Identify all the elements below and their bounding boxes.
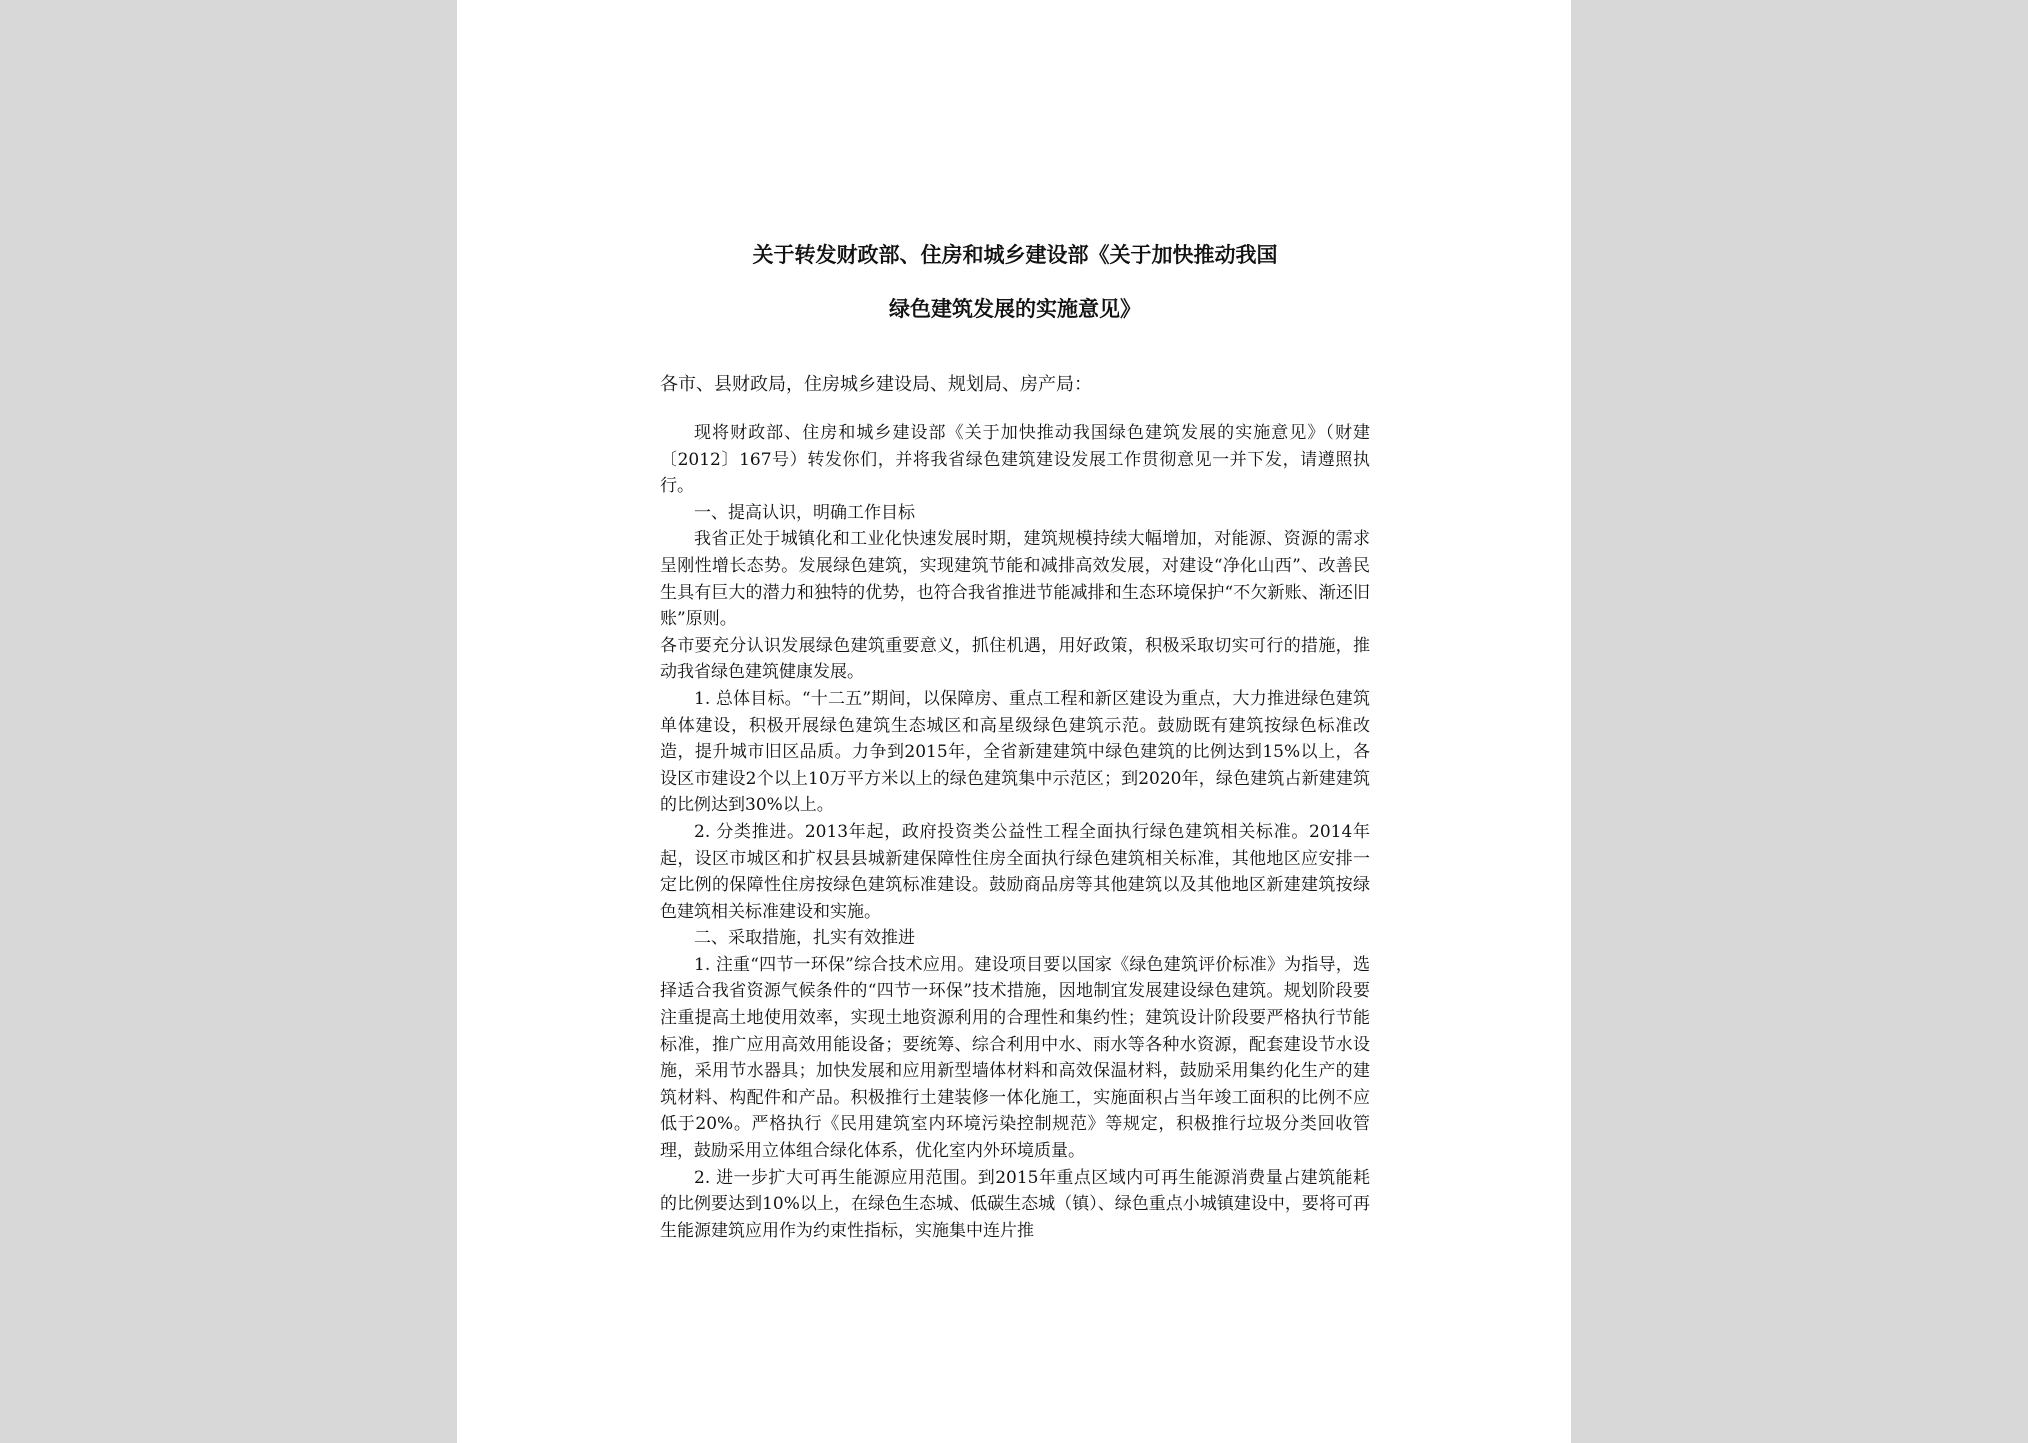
section-heading-2: 二、采取措施，扎实有效推进 <box>694 928 915 949</box>
paragraph: 我省正处于城镇化和工业化快速发展时期，建筑规模持续大幅增加，对能源、资源的需求呈刚性增长态势。发展绿色建筑，实现建筑节能和减排高效发展，对建设“净化山西”、改善民生具有巨大的潜力和独特的优势，也符合我省推进节能减排和生态环境保护“不欠新账、渐还旧账”原则。 <box>660 529 1370 630</box>
paragraph: 1. 总体目标。“十二五”期间，以保障房、重点工程和新区建设为重点，大力推进绿色建筑单体建设，积极开展绿色建筑生态城区和高星级绿色建筑示范。鼓励既有建筑按绿色标准改造，提升城市旧区品质。力争到2015年，全省新建建筑中绿色建筑的比例达到15%以上，各设区市建设2个以上10万平方米以上的绿色建筑集中示范区；到2020年，绿色建筑占新建建筑的比例达到30%以上。 <box>660 688 1370 816</box>
addressee: 各市、县财政局，住房城乡建设局、规划局、房产局： <box>660 374 1092 395</box>
document-page <box>457 0 1571 1443</box>
page-content <box>660 240 1370 1244</box>
paragraph: 各市要充分认识发展绿色建筑重要意义，抓住机遇，用好政策，积极采取切实可行的措施，推动我省绿色建筑健康发展。 <box>660 635 1370 683</box>
title-line-2: 绿色建筑发展的实施意见》 <box>889 297 1141 321</box>
document-title <box>660 240 1370 324</box>
paragraph: 2. 分类推进。2013年起，政府投资类公益性工程全面执行绿色建筑相关标准。2014年起，设区市城区和扩权县县城新建保障性住房全面执行绿色建筑相关标准，其他地区应安排一定比例的保障性住房按绿色建筑标准建设。鼓励商品房等其他建筑以及其他地区新建建筑按绿色建筑相关标准建设和实施。 <box>660 821 1370 922</box>
paragraph: 2. 进一步扩大可再生能源应用范围。到2015年重点区域内可再生能源消费量占建筑能耗的比例要达到10%以上，在绿色生态城、低碳生态城（镇）、绿色重点小城镇建设中，要将可再生能源建筑应用作为约束性指标，实施集中连片推 <box>660 1167 1370 1241</box>
paragraph-intro: 现将财政部、住房和城乡建设部《关于加快推动我国绿色建筑发展的实施意见》（财建〔2012〕167号）转发你们，并将我省绿色建筑建设发展工作贯彻意见一并下发，请遵照执行。 <box>660 423 1370 497</box>
document-body <box>660 420 1370 1244</box>
title-line-1: 关于转发财政部、住房和城乡建设部《关于加快推动我国 <box>752 243 1278 267</box>
section-heading-1: 一、提高认识，明确工作目标 <box>694 502 915 523</box>
paragraph: 1. 注重“四节一环保”综合技术应用。建设项目要以国家《绿色建筑评价标准》为指导，选择适合我省资源气候条件的“四节一环保”技术措施，因地制宜发展建设绿色建筑。规划阶段要注重提高土地使用效率，实现土地资源利用的合理性和集约性；建筑设计阶段要严格执行节能标准，推广应用高效用能设备；要统筹、综合利用中水、雨水等各种水资源，配套建设节水设施，采用节水器具；加快发展和应用新型墙体材料和高效保温材料，鼓励采用集约化生产的建筑材料、构配件和产品。积极推行土建装修一体化施工，实施面积占当年竣工面积的比例不应低于20%。严格执行《民用建筑室内环境污染控制规范》等规定，积极推行垃圾分类回收管理，鼓励采用立体组合绿化体系，优化室内外环境质量。 <box>660 954 1370 1162</box>
